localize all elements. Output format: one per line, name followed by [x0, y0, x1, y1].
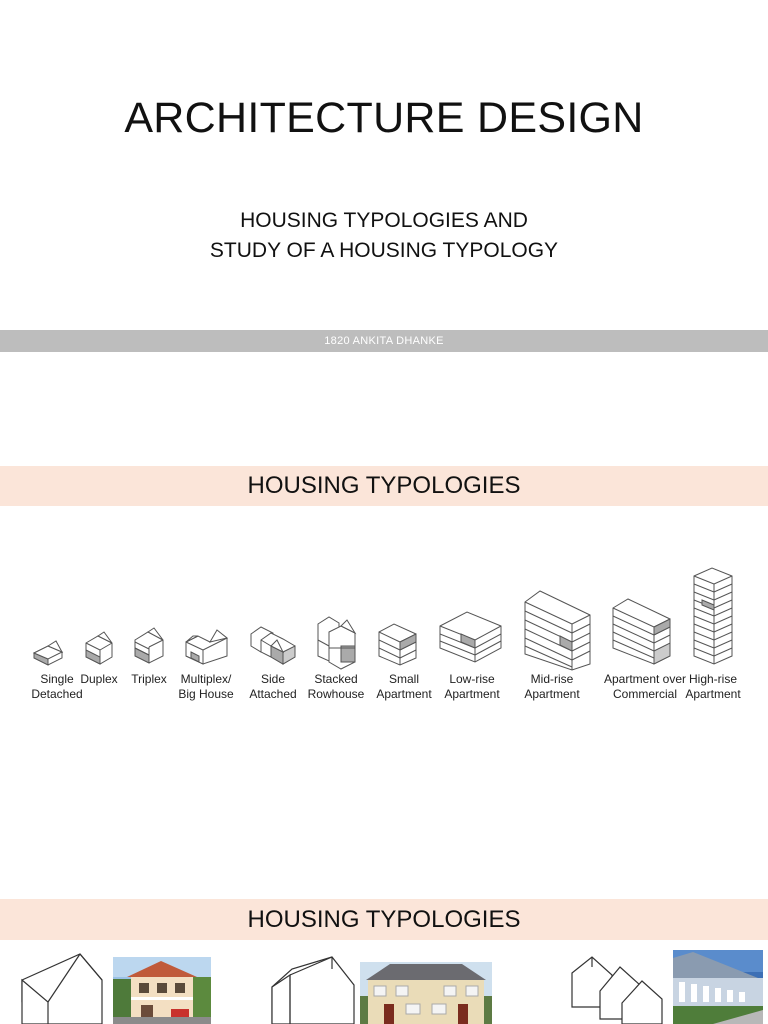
typology-label: Low-rise Apartment [444, 672, 500, 701]
subtitle-line-1: HOUSING TYPOLOGIES AND [240, 209, 528, 232]
section-heading: HOUSING TYPOLOGIES [247, 472, 521, 499]
low-rise-apartment-icon [437, 566, 527, 676]
typology-label: Duplex [80, 672, 118, 686]
typology-label: Triplex [131, 672, 167, 686]
single-house-sketch-icon [18, 950, 110, 1024]
house-photo-1 [113, 957, 211, 1024]
high-rise-apartment-icon [690, 566, 768, 676]
apartment-over-commercial-icon [610, 566, 700, 676]
section-heading-2: HOUSING TYPOLOGIES [247, 905, 521, 933]
typology-label: Multiplex/ Big House [178, 672, 234, 701]
semi-detached-sketch-icon [268, 955, 358, 1024]
single-detached-icon [0, 566, 90, 676]
typology-label: Small Apartment [376, 672, 432, 701]
house-photo-2 [360, 962, 492, 1024]
subtitle-line-2: STUDY OF A HOUSING TYPOLOGY [209, 239, 559, 262]
typology-label: Apartment over Commercial [603, 672, 687, 701]
author-name: 1820 ANKITA DHANKE [324, 335, 444, 347]
typology-label: Side Attached [249, 672, 297, 701]
typology-label: Single Detached [31, 672, 83, 701]
typology-label: Stacked Rowhouse [307, 672, 365, 701]
house-photo-3 [673, 950, 763, 1024]
section-heading-band-2 [0, 899, 768, 940]
row-house-sketch-icon [570, 953, 666, 1024]
typology-item [685, 566, 768, 706]
typology-label: High-rise Apartment [685, 672, 741, 701]
mid-rise-apartment-icon [520, 566, 610, 676]
page-title: ARCHITECTURE DESIGN [124, 94, 644, 142]
typology-label: Mid-rise Apartment [524, 672, 580, 701]
